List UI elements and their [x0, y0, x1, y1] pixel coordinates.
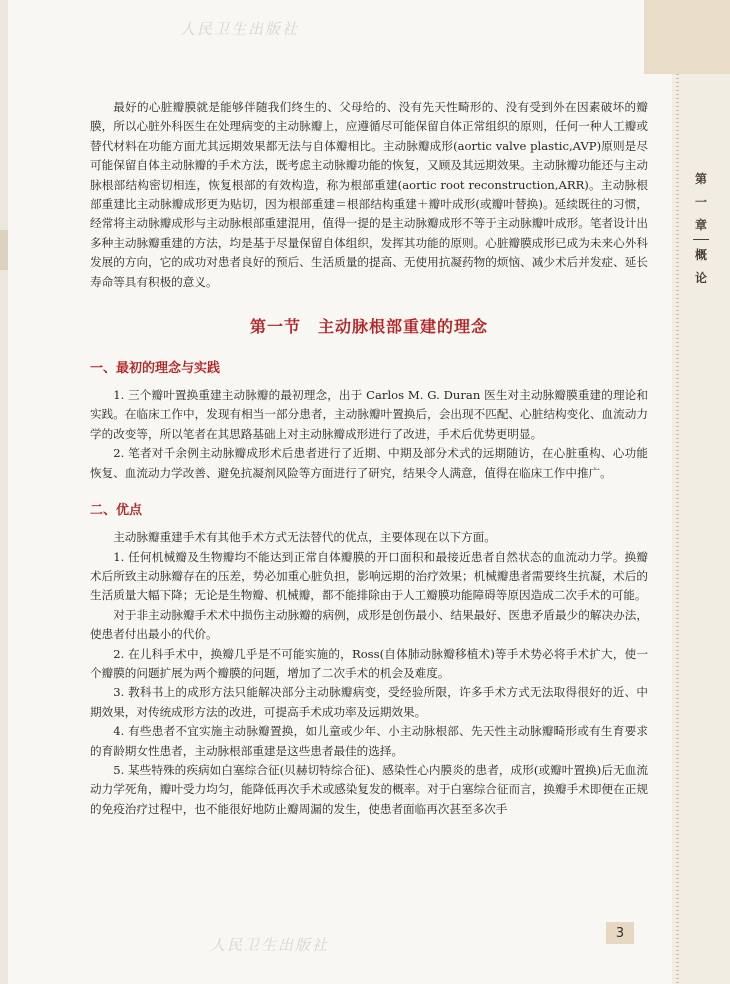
subsection-title-1: 一、最初的理念与实践 [90, 361, 221, 377]
watermark-top: 人民卫生出版社 [180, 20, 300, 38]
paragraph: 1. 任何机械瓣及生物瓣均不能达到正常自体瓣膜的开口面积和最接近患者自然状态的血流动力学。换瓣术后所致主动脉瓣存在的压差，势必加重心脏负担，影响远期的治疗效果；机械瓣患者需要终生抗凝，术后的生活质量大幅下降；无论是生物瓣、机械瓣，都不能排除由于人工瓣膜功能障碍等原因造成二次手术的可能。 [90, 549, 648, 603]
paragraph: 5. 某些特殊的疾病如白塞综合征(贝赫切特综合征)、感染性心内膜炎的患者，成形(或瓣叶置换)后无血流动力学死角，瓣叶受力均匀，能降低再次手术或感染复发的概率。对于白塞综合征而言，换瓣手术即便在正规的免疫治疗过程中，也不能很好地防止瓣周漏的发生，使患者面临再次甚至多次手 [90, 762, 648, 816]
watermark-bottom: 人民卫生出版社 [210, 936, 330, 954]
intro-paragraph: 最好的心脏瓣膜就是能够伴随我们终生的、父母给的、没有先天性畸形的、没有受到外在因素破坏的瓣膜，所以心脏外科医生在处理病变的主动脉瓣上，应遵循尽可能保留自体正常组织的原则，任何一种人工瓣或替代材料在功能方面尤其远期效果都无法与自体瓣相比。主动脉瓣成形(aortic valve plastic,AVP)原则是尽可能保留自体主动脉瓣的手术方法，既考虑主动脉瓣功能的恢复，又顾及其远期效果。主动脉瓣功能还与主动脉根部结构密切相连，恢复根部的有效构造，称为根部重建(aortic root reconstruction,ARR)。主动脉根部重建比主动脉瓣成形更为贴切，因为根部重建＝根部结构重建＋瓣叶成形(或瓣叶替换)。延续既往的习惯，经常将主动脉瓣成形与主动脉根部重建混用，值得一提的是主动脉瓣成形不等于主动脉瓣叶成形。笔者设计出多种主动脉瓣重建的方法，均是基于尽量保留自体组织，发挥其功能的原则。心脏瓣膜成形已成为未来心外科发展的方向，它的成功对患者良好的预后、生活质量的提高、无使用抗凝药物的烦恼、减少术后并发症、延长寿命等具有积极的意义。 [90, 100, 648, 289]
paragraph: 对于非主动脉瓣手术术中损伤主动脉瓣的病例，成形是创伤最小、结果最好、医患矛盾最少的解决办法，使患者付出最小的代价。 [90, 607, 648, 642]
chapter-tab-char: 论 [694, 271, 707, 285]
chapter-tab-char: 第 [694, 172, 707, 186]
chapter-corner-tab [644, 0, 730, 74]
page-body [90, 98, 648, 819]
chapter-tab-char: 概 [694, 248, 707, 262]
chapter-tab-divider [693, 239, 709, 240]
chapter-tab [678, 170, 724, 290]
page-left-marker [0, 230, 8, 270]
chapter-tab-char: 章 [694, 218, 707, 232]
paragraph: 4. 有些患者不宜实施主动脉瓣置换，如儿童或少年、小主动脉根部、先天性主动脉瓣畸形或有生育要求的育龄期女性患者，主动脉根部重建是这些患者最佳的选择。 [90, 724, 648, 758]
subsection-title-2: 二、优点 [90, 503, 143, 519]
chapter-tab-char: 一 [694, 195, 707, 209]
paragraph: 2. 在儿科手术中，换瓣几乎是不可能实施的，Ross(自体肺动脉瓣移植术)等手术势必将手术扩大，使一个瓣膜的问题扩展为两个瓣膜的问题，增加了二次手术的机会及难度。 [90, 646, 648, 680]
page-left-edge [0, 0, 8, 984]
paragraph: 2. 笔者对千余例主动脉瓣成形术后患者进行了近期、中期及部分术式的远期随访，在心脏重构、心功能恢复、血流动力学改善、避免抗凝剂风险等方面进行了研究，结果令人满意，值得在临床工作中推广。 [90, 446, 648, 480]
paragraph: 1. 三个瓣叶置换重建主动脉瓣的最初理念，出于 Carlos M. G. Duran 医生对主动脉瓣膜重建的理论和实践。在临床工作中，发现有相当一部分患者，主动脉瓣叶置换后，会出现不匹配、心脏结构变化、血流动力学的改变等，所以笔者在其思路基础上对主动脉瓣成形进行了改进，手术后优势更明显。 [90, 388, 648, 441]
paragraph: 主动脉瓣重建手术有其他手术方式无法替代的优点，主要体现在以下方面。 [113, 530, 496, 545]
section-title: 第一节 主动脉根部重建的理念 [249, 317, 488, 337]
paragraph: 3. 教科书上的成形方法只能解决部分主动脉瓣病变，受经验所限，许多手术方式无法取得很好的近、中期效果，对传统成形方法的改进，可提高手术成功率及远期效果。 [90, 685, 648, 719]
page-number: 3 [606, 922, 634, 944]
